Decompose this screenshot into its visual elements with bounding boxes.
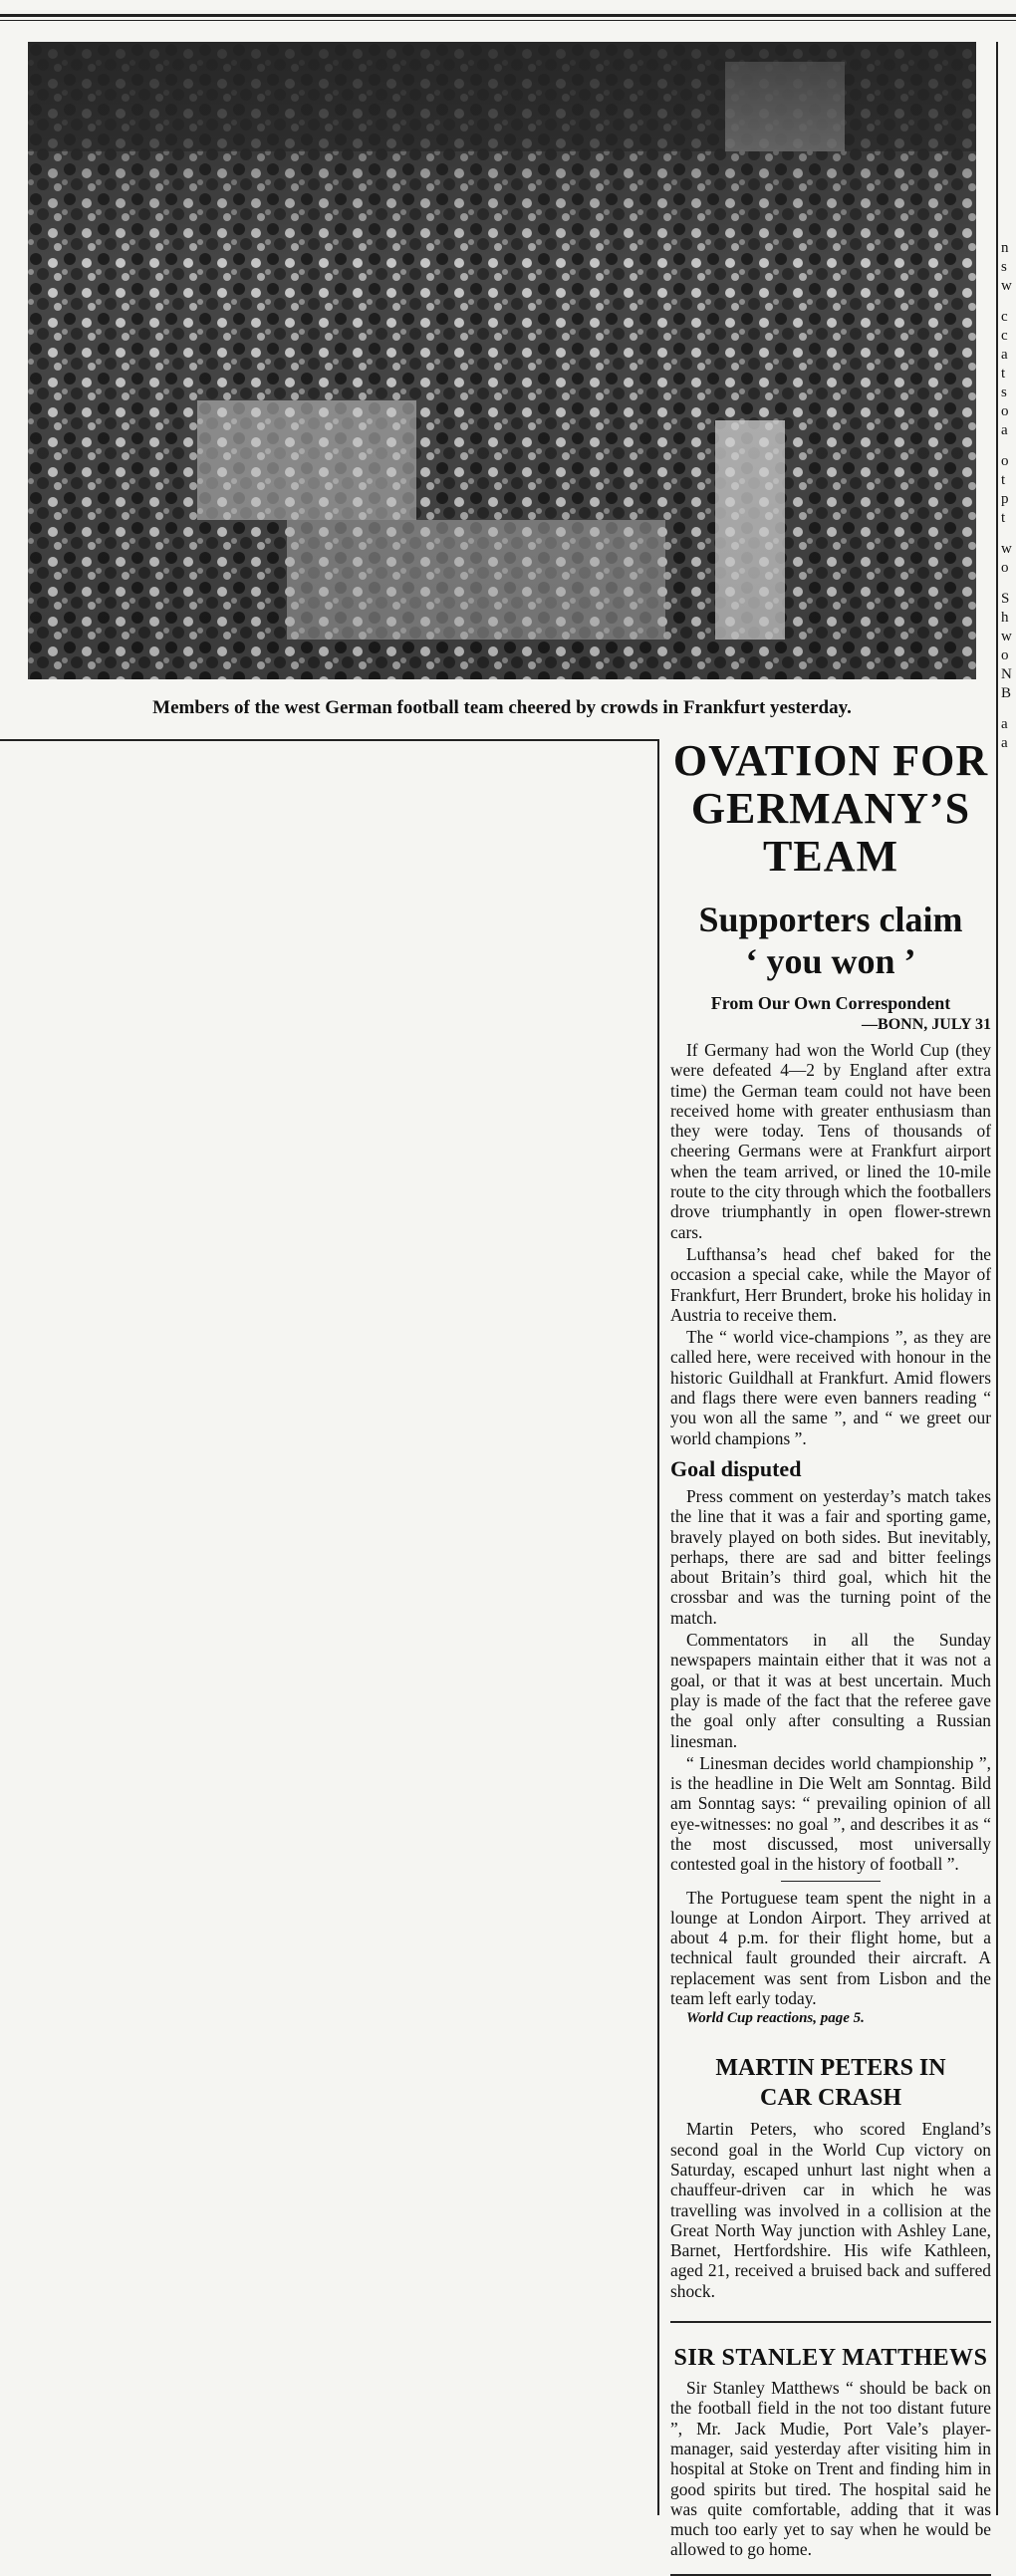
fragment-letter: t [1001,510,1006,526]
fragment-letter: a [1001,422,1008,438]
fragment-letter: o [1001,403,1009,419]
story-divider [670,2321,991,2323]
fragment-letter: o [1001,453,1009,469]
fragment-letter: a [1001,735,1008,751]
fragment-letter: t [1001,472,1006,488]
top-rule-thin [0,20,1016,21]
fragment-letter: o [1001,647,1009,663]
crosshead: Goal disputed [670,1455,802,1481]
headline-line: GERMANY’S [690,784,971,833]
article-body [670,1040,991,2027]
matthews-headline: SIR STANLEY MATTHEWS [673,2345,988,2372]
paragraph: “ Linesman decides world championship ”, is the headline in Die Welt am Sonntag. Bild am Sonntag says: “ prevailing opinion of all eye-witnesses: no goal ”, and describes it as “ the most discussed, most universally contested goal in the history of football ”. [670,1752,991,1875]
page-reference: World Cup reactions, page 5. [686,2010,865,2027]
fragment-letter: N [1001,666,1012,682]
adjacent-column-fragment [1001,239,1016,753]
fragment-letter: c [1001,309,1008,325]
paragraph: Sir Stanley Matthews “ should be back on the football field in the not too distant future ”, Mr. Jack Mudie, Port Vale’s player-manager, said yesterday after visiting him in hospital at Stoke on Trent and finding him in good spirits but tired. The hospital said he was quite comfortable, adding that it was much too early yet to say when he would be allowed to go home. [670,2378,991,2560]
peters-body [670,2119,991,2301]
fragment-letter: B [1001,685,1012,701]
fragment-letter: w [1001,629,1012,644]
short-rule [781,1881,881,1882]
fragment-letter: s [1001,259,1007,275]
peters-headline-line: MARTIN PETERS IN [715,2055,946,2082]
fragment-letter: s [1001,385,1007,400]
paragraph: If Germany had won the World Cup (they were defeated 4—2 by England after extra time) the German team could not have been received home with greater enthusiasm than they were today. Tens of thousands of cheering Germans were at Frankfurt airport when the team arrived, or lined the 10-mile route to the city through which the footballers drove triumphantly in open flower-strewn cars. [670,1040,991,1242]
subhead-line: Supporters claim [698,900,963,939]
matthews-body [670,2378,991,2560]
fragment-letter: w [1001,541,1012,557]
fragment-letter: h [1001,610,1009,626]
headline-line: OVATION FOR [672,736,989,785]
fragment-letter: S [1001,591,1010,607]
paragraph: Press comment on yesterday’s match takes the line that it was a fair and sporting game, bravely played on both sides. But inevitably, perhaps, there are sad and bitter feelings about Britain’s third goal, which hit the crossbar and was the turning point of the match. [670,1485,991,1628]
crowd-photograph [28,42,976,679]
section-rule [0,739,657,741]
column-rule-left [657,739,659,2515]
paragraph: Lufthansa’s head chef baked for the occasion a special cake, while the Mayor of Frankfurt, Herr Brundert, broke his holiday in Austria to receive them. [670,1243,991,1325]
subhead-line: ‘ you won ’ [745,941,916,981]
column-rule-right [996,42,998,2515]
paragraph: Commentators in all the Sunday newspapers maintain either that it was not a goal, or that it was at best uncertain. Much play is made of the fact that the referee gave the goal only after consulting a Russian linesman. [670,1630,991,1751]
paragraph: The “ world vice-champions ”, as they are called here, were received with honour in the historic Guildhall at Frankfurt. Amid flowers and flags there were even banners reading “ you won all the same ”, and “ we greet our world champions ”. [670,1327,991,1448]
article-column [670,737,991,2576]
headline-line: TEAM [763,832,898,881]
paragraph: The Portuguese team spent the night in a lounge at London Airport. They arrived at about 4 p.m. for their flight home, but a technical fault grounded their aircraft. A replacement was sent from Lisbon and the team left early today. [670,1887,991,2009]
top-rule [0,14,1016,17]
fragment-letter: c [1001,328,1008,344]
headline [670,737,991,881]
fragment-letter: a [1001,716,1008,732]
byline: From Our Own Correspondent [710,993,951,1013]
bottom-divider [670,2574,991,2576]
fragment-letter: n [1001,240,1009,256]
peters-headline [670,2053,991,2113]
dateline: —BONN, JULY 31 [862,1016,991,1033]
fragment-letter: a [1001,347,1008,363]
paragraph: Martin Peters, who scored England’s second goal in the World Cup victory on Saturday, escaped unhurt last night when a chauffeur-driven car in which he was travelling was involved in a collision at the Great North Way junction with Ashley Lane, Barnet, Hertfordshire. His wife Kathleen, aged 21, received a bruised back and suffered shock. [670,2119,991,2301]
fragment-letter: o [1001,560,1009,576]
peters-headline-line: CAR CRASH [759,2085,901,2112]
photo-caption: Members of the west German football team cheered by crowds in Frankfurt yesterday. [152,697,852,718]
fragment-letter: p [1001,491,1009,507]
fragment-letter: t [1001,366,1006,382]
fragment-letter: w [1001,278,1012,294]
subheadline [670,899,991,982]
